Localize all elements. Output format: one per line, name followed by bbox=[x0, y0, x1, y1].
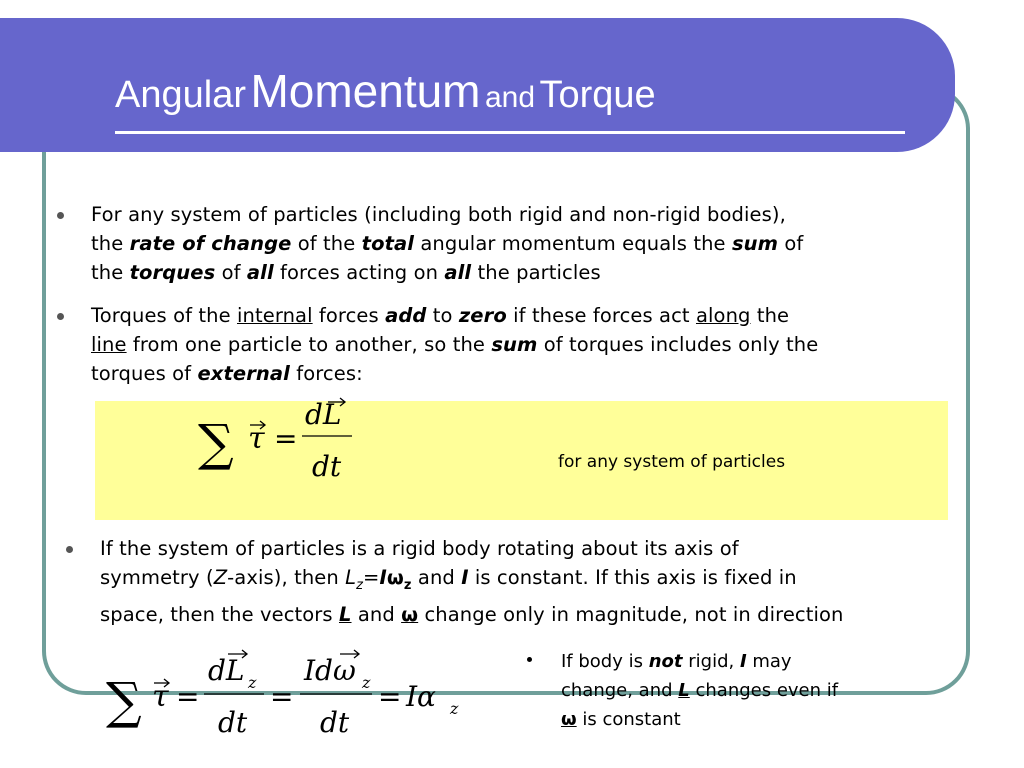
bullet-4-line-2: change, and L changes even if bbox=[561, 680, 839, 701]
tau-symbol: τ bbox=[248, 421, 265, 456]
bullet-3-line-1: If the system of particles is a rigid body rotating about its axis of bbox=[100, 537, 739, 560]
equation-2 bbox=[100, 640, 480, 750]
title-underline bbox=[115, 131, 905, 134]
bullet-3 bbox=[100, 534, 980, 629]
title-word: Momentum bbox=[250, 65, 481, 117]
bullet-dot bbox=[527, 657, 532, 662]
sum-symbol: ∑ bbox=[198, 414, 234, 472]
fraction-numerator: Idω bbox=[304, 654, 356, 687]
bullet-1-line-2: the rate of change of the total angular momentum equals the sum of bbox=[91, 232, 804, 255]
bullet-dot bbox=[57, 313, 64, 320]
slide-title bbox=[115, 65, 656, 117]
fraction-numerator: dL bbox=[305, 398, 342, 431]
tau-symbol: τ bbox=[152, 679, 169, 714]
subscript: z bbox=[450, 699, 459, 718]
bullet-dot bbox=[57, 212, 64, 219]
title-word: Torque bbox=[539, 74, 656, 116]
title-word: and bbox=[484, 81, 536, 114]
bullet-4 bbox=[561, 647, 931, 734]
bullet-3-line-2: symmetry (Z-axis), then $L_z=I\omega_z$ and I is constant. If this axis is fixed in bbox=[100, 566, 797, 593]
bullet-2-line-1: Torques of the internal forces add to zero if these forces act along the bbox=[91, 304, 790, 327]
equals-sign: = bbox=[176, 680, 200, 713]
bullet-4-line-1: If body is not rigid, I may bbox=[561, 651, 792, 672]
subscript: z bbox=[362, 673, 371, 692]
equation-note: for any system of particles bbox=[558, 452, 786, 472]
bullet-4-line-3: ω is constant bbox=[561, 709, 681, 730]
sum-symbol: ∑ bbox=[106, 672, 142, 730]
fraction-numerator: dL bbox=[208, 654, 245, 687]
title-word: Angular bbox=[115, 74, 246, 116]
bullet-2 bbox=[91, 301, 971, 388]
bullet-2-line-3: torques of external forces: bbox=[91, 362, 363, 385]
subscript: z bbox=[248, 673, 257, 692]
bullet-2-line-2: line from one particle to another, so the sum of torques includes only the bbox=[91, 333, 819, 356]
bullet-dot bbox=[66, 546, 73, 553]
bullet-1 bbox=[91, 200, 971, 287]
bullet-1-line-3: the torques of all forces acting on all the particles bbox=[91, 261, 601, 284]
bullet-3-line-3: space, then the vectors L and ω change only in magnitude, not in direction bbox=[100, 602, 844, 626]
fraction-denominator: dt bbox=[312, 450, 342, 483]
equation-1 bbox=[190, 392, 370, 492]
equals-sign: = bbox=[270, 680, 294, 713]
fraction-denominator: dt bbox=[218, 706, 248, 739]
rhs-term: Iα bbox=[406, 680, 436, 713]
equals-sign: = bbox=[378, 680, 402, 713]
bullet-1-line-1: For any system of particles (including both rigid and non-rigid bodies), bbox=[91, 203, 786, 226]
equals-sign: = bbox=[274, 422, 298, 455]
fraction-denominator: dt bbox=[320, 706, 350, 739]
